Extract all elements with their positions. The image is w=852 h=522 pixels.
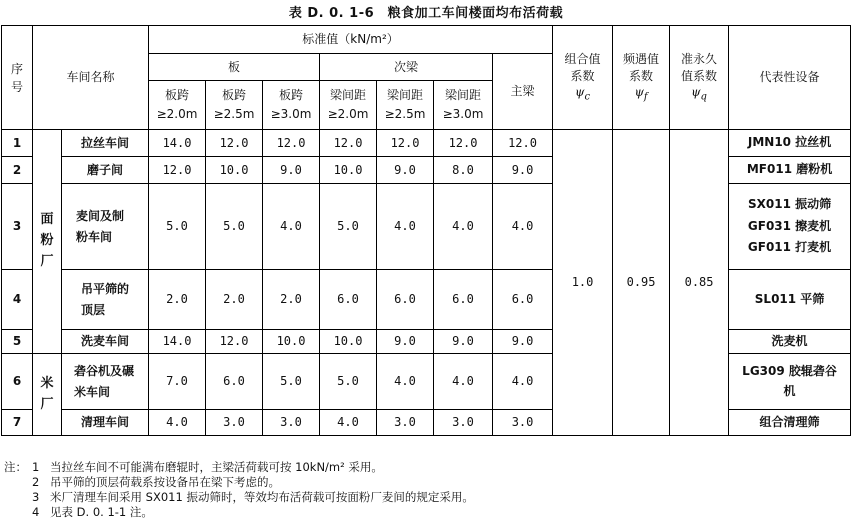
value-cell: 5.0: [320, 354, 377, 410]
note-text: 吊平筛的顶层荷载系按设备吊在梁下考虑的。: [50, 475, 280, 489]
value-cell: 6.0: [320, 270, 377, 330]
equipment-cell: JMN10 拉丝机: [729, 130, 851, 157]
load-table: [1, 25, 851, 436]
value-cell: 10.0: [263, 330, 320, 354]
value-cell: 4.0: [263, 184, 320, 270]
value-cell: 5.0: [149, 184, 206, 270]
value-cell: 9.0: [263, 157, 320, 184]
note-number: 3: [32, 490, 40, 504]
value-cell: 12.0: [263, 130, 320, 157]
value-cell: 12.0: [206, 130, 263, 157]
room-name: 吊平筛的顶层: [62, 270, 149, 330]
value-cell: 12.0: [493, 130, 553, 157]
room-name: 磨子间: [62, 157, 149, 184]
quasi-coef-header: 准永久 值系数 $\psi_q$: [670, 26, 729, 130]
value-cell: 6.0: [206, 354, 263, 410]
slab-span-header: 板跨 ≥2.5m: [206, 81, 263, 130]
equipment-cell: 组合清理筛: [729, 410, 851, 436]
value-cell: 5.0: [320, 184, 377, 270]
value-cell: 2.0: [263, 270, 320, 330]
note-text: 见表 D. 0. 1-1 注。: [50, 505, 153, 519]
seq-header: 序号: [2, 26, 33, 130]
value-cell: 10.0: [320, 157, 377, 184]
row-number: 2: [2, 157, 33, 184]
value-cell: 4.0: [320, 410, 377, 436]
value-cell: 6.0: [434, 270, 493, 330]
value-cell: 6.0: [493, 270, 553, 330]
value-cell: 3.0: [263, 410, 320, 436]
slab-span-header: 板跨 ≥3.0m: [263, 81, 320, 130]
value-cell: 3.0: [493, 410, 553, 436]
header-row-1: [2, 26, 851, 54]
table-row: [2, 130, 851, 157]
secondary-beam-header: 次梁: [320, 54, 493, 81]
value-cell: 4.0: [377, 184, 434, 270]
value-cell: 9.0: [377, 157, 434, 184]
value-cell: 6.0: [377, 270, 434, 330]
value-cell: 14.0: [149, 330, 206, 354]
row-number: 5: [2, 330, 33, 354]
value-cell: 5.0: [206, 184, 263, 270]
beam-spacing-header: 梁间距 ≥2.0m: [320, 81, 377, 130]
equipment-cell: MF011 磨粉机: [729, 157, 851, 184]
row-number: 6: [2, 354, 33, 410]
beam-spacing-header: 梁间距 ≥2.5m: [377, 81, 434, 130]
value-cell: 8.0: [434, 157, 493, 184]
equipment-cell: 洗麦机: [729, 330, 851, 354]
value-cell: 5.0: [263, 354, 320, 410]
notes-lead: 注：: [4, 460, 27, 474]
value-cell: 4.0: [434, 354, 493, 410]
value-cell: 4.0: [434, 184, 493, 270]
note-text: 当拉丝车间不可能满布磨辊时，主梁活荷载可按 10kN/m² 采用。: [50, 460, 383, 474]
value-cell: 9.0: [377, 330, 434, 354]
room-name-header: 车间名称: [33, 26, 149, 130]
value-cell: 4.0: [377, 354, 434, 410]
note-number: 1: [32, 460, 40, 474]
value-cell: 3.0: [206, 410, 263, 436]
value-cell: 14.0: [149, 130, 206, 157]
value-cell: 2.0: [149, 270, 206, 330]
value-cell: 9.0: [493, 157, 553, 184]
quasi-coef-value: 0.85: [670, 130, 729, 436]
room-name: 清理车间: [62, 410, 149, 436]
value-cell: 9.0: [434, 330, 493, 354]
row-number: 1: [2, 130, 33, 157]
value-cell: 3.0: [434, 410, 493, 436]
combination-coef-value: 1.0: [553, 130, 613, 436]
note-number: 4: [32, 505, 40, 519]
slab-header: 板: [149, 54, 320, 81]
room-name: 砻谷机及碾米车间: [62, 354, 149, 410]
value-cell: 4.0: [149, 410, 206, 436]
value-cell: 12.0: [434, 130, 493, 157]
frequent-coef-header: 频遇值 系数 $\psi_f$: [613, 26, 670, 130]
value-cell: 10.0: [320, 330, 377, 354]
note-item: [4, 505, 474, 520]
row-number: 4: [2, 270, 33, 330]
note-text: 米厂清理车间采用 SX011 振动筛时，等效均布活荷载可按面粉厂麦间的规定采用。: [50, 490, 474, 504]
value-cell: 2.0: [206, 270, 263, 330]
value-cell: 12.0: [206, 330, 263, 354]
value-cell: 3.0: [377, 410, 434, 436]
equipment-cell: SL011 平筛: [729, 270, 851, 330]
group-label-rice-mill: 米厂: [33, 354, 62, 436]
note-item: [4, 475, 474, 490]
equipment-header: 代表性设备: [729, 26, 851, 130]
note-number: 2: [32, 475, 40, 489]
room-name: 麦间及制粉车间: [62, 184, 149, 270]
value-cell: 4.0: [493, 184, 553, 270]
note-item: [4, 460, 474, 475]
main-beam-header: 主梁: [493, 54, 553, 130]
value-cell: 12.0: [377, 130, 434, 157]
group-label-flour-mill: 面粉厂: [33, 130, 62, 354]
row-number: 3: [2, 184, 33, 270]
room-name: 拉丝车间: [62, 130, 149, 157]
value-cell: 12.0: [320, 130, 377, 157]
table-title: 表 D. 0. 1-6 粮食加工车间楼面均布活荷载: [288, 6, 564, 21]
frequent-coef-value: 0.95: [613, 130, 670, 436]
equipment-cell: LG309 胶辊砻谷机: [729, 354, 851, 410]
value-cell: 12.0: [149, 157, 206, 184]
value-cell: 9.0: [493, 330, 553, 354]
row-number: 7: [2, 410, 33, 436]
beam-spacing-header: 梁间距 ≥3.0m: [434, 81, 493, 130]
note-item: [4, 490, 474, 505]
slab-span-header: 板跨 ≥2.0m: [149, 81, 206, 130]
table-notes: [4, 460, 474, 520]
equipment-cell: SX011 振动筛 GF031 擦麦机 GF011 打麦机: [729, 184, 851, 270]
room-name: 洗麦车间: [62, 330, 149, 354]
value-cell: 7.0: [149, 354, 206, 410]
combination-coef-header: 组合值 系数 $\psi_c$: [553, 26, 613, 130]
value-cell: 4.0: [493, 354, 553, 410]
value-cell: 10.0: [206, 157, 263, 184]
standard-value-header: 标准值（kN/m²）: [149, 26, 553, 54]
